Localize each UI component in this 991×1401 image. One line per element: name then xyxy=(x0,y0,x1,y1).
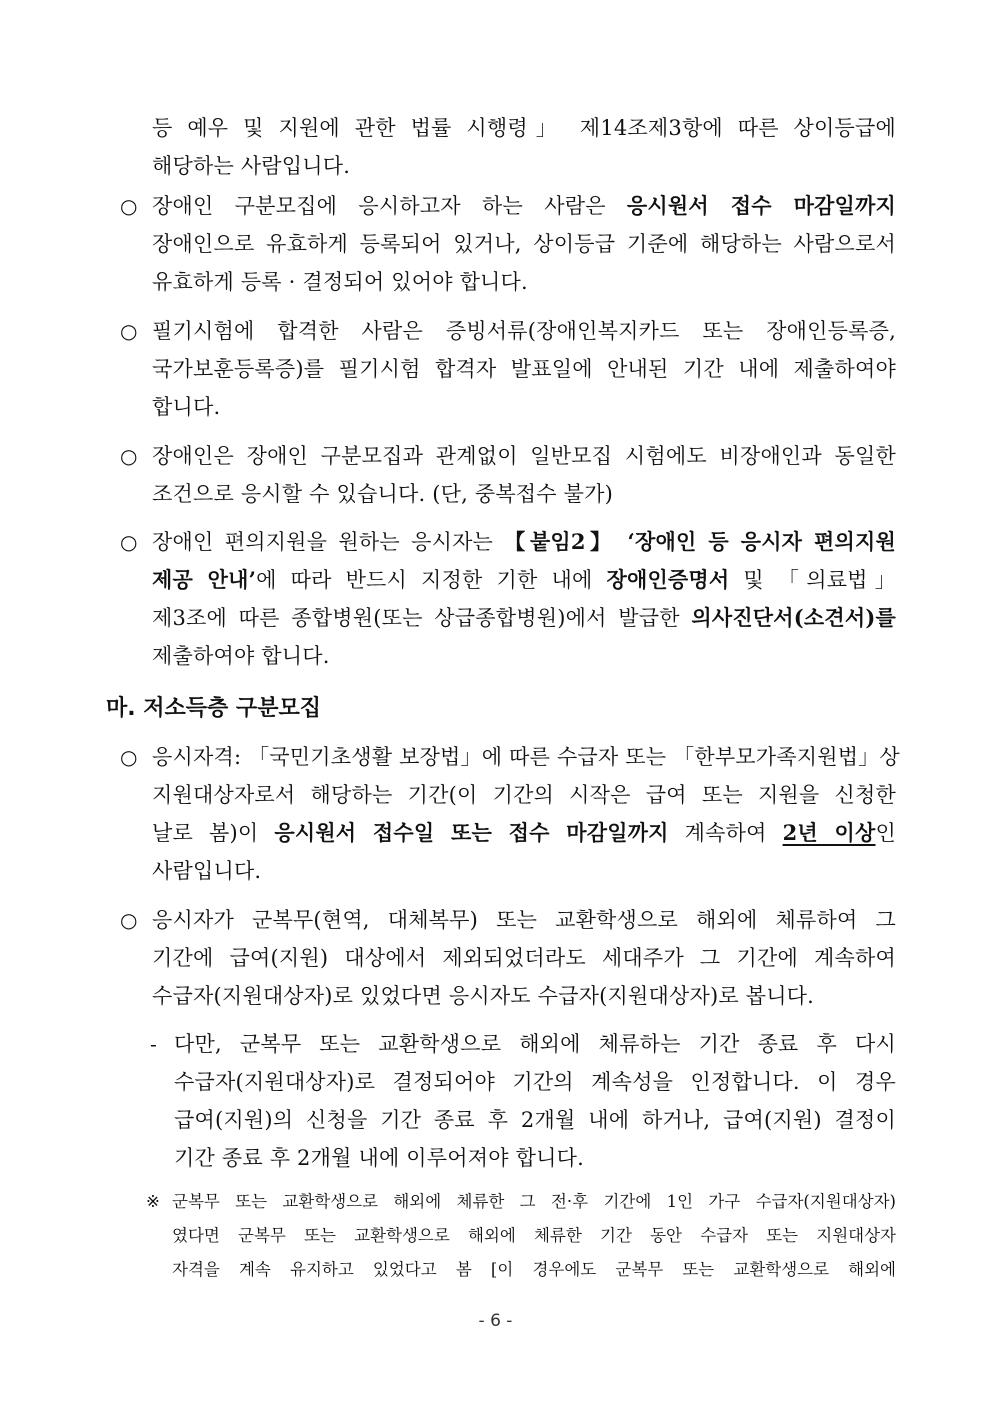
sub1-line-2: 수급자(지원대상자)로 결정되어야 기간의 계속성을 인정합니다. 이 경우 xyxy=(174,1070,896,1094)
p4-line-4: 제출하여야 합니다. xyxy=(152,644,330,668)
p1-bold-deadline: 응시원서 접수 마감일까지 xyxy=(626,193,897,218)
p6-line-3: 수급자(지원대상자)로 있었다면 응시자도 수급자(지원대상자)로 봅니다. xyxy=(152,984,815,1008)
p5-text: 날로 봄)이 xyxy=(152,821,275,845)
sub1-line-3: 급여(지원)의 신청을 기간 종료 후 2개월 내에 하거나, 급여(지원) 결정이 xyxy=(174,1108,896,1132)
p4-line-2 xyxy=(152,565,896,595)
p3-line-1: 장애인은 장애인 구분모집과 관계없이 일반모집 시험에도 비장애인과 동일한 xyxy=(152,444,896,468)
p6-line-1: 응시자가 군복무(현역, 대체복무) 또는 교환학생으로 해외에 체류하여 그 xyxy=(152,908,896,932)
note-line-2: 였다면 군복무 또는 교환학생으로 해외에 체류한 기간 동안 수급자 또는 지원대상자 xyxy=(172,1226,896,1245)
section-heading: 마. 저소득층 구분모집 xyxy=(106,696,321,721)
p1-line-3: 유효하게 등록 · 결정되어 있어야 합니다. xyxy=(152,270,528,294)
p4-text-4: 제3조에 따른 종합병원(또는 상급종합병원)에서 발급한 xyxy=(152,606,692,630)
p5-line-2: 지원대상자로서 해당하는 기간(이 기간의 시작은 급여 또는 지원을 신청한 xyxy=(152,783,896,807)
p5-line-1: 응시자격: 「국민기초생활 보장법」에 따른 수급자 또는 「한부모가족지원법」상 xyxy=(152,745,900,769)
p2-line-3: 합니다. xyxy=(152,395,221,419)
intro-line-1: 등 예우 및 지원에 관한 법률 시행령」 제14조제3항에 따른 상이등급에 xyxy=(152,116,896,140)
p2-line-1: 필기시험에 합격한 사람은 증빙서류(장애인복지카드 또는 장애인등록증, xyxy=(152,319,896,343)
p1-line-2: 장애인으로 유효하게 등록되어 있거나, 상이등급 기준에 해당하는 사람으로서 xyxy=(152,232,896,256)
p4-line-1 xyxy=(152,527,896,557)
p5-bold-deadline: 응시원서 접수일 또는 접수 마감일까지 xyxy=(274,820,669,845)
sub1-line-1: 다만, 군복무 또는 교환학생으로 해외에 체류하는 기간 종료 후 다시 xyxy=(174,1032,896,1056)
p4-line-3 xyxy=(152,603,896,633)
p1-line-1 xyxy=(152,191,896,221)
p4-bold-guide: 제공 안내’ xyxy=(152,567,257,592)
p6-line-2: 기간에 급여(지원) 대상에서 제외되었더라도 세대주가 그 기간에 계속하여 xyxy=(152,946,896,970)
p4-bold-attachment: 【붙임2】 ‘장애인 등 응시자 편의지원 xyxy=(504,529,896,554)
p4-bold-certificate: 장애인증명서 xyxy=(606,567,730,592)
p5-text-3: 인 xyxy=(875,821,896,845)
p3-line-2: 조건으로 응시할 수 있습니다. (단, 중복접수 불가) xyxy=(152,482,614,506)
note-line-1: 군복무 또는 교환학생으로 해외에 체류한 그 전·후 기간에 1인 가구 수급자(지원대상자) xyxy=(172,1192,896,1211)
p5-line-4: 사람입니다. xyxy=(152,859,262,883)
bullet-circle-3: ○ xyxy=(120,444,138,468)
p4-text: 장애인 편의지원을 원하는 응시자는 xyxy=(152,530,505,554)
bullet-circle-5: ○ xyxy=(120,745,138,769)
p2-line-2: 국가보훈등록증)를 필기시험 합격자 발표일에 안내된 기간 내에 제출하여야 xyxy=(152,357,896,381)
p5-line-3 xyxy=(152,818,896,848)
page-number: - 6 - xyxy=(478,1311,513,1331)
p1-text: 장애인 구분모집에 응시하고자 하는 사람은 xyxy=(152,194,627,218)
intro-line-2: 해당하는 사람입니다. xyxy=(152,154,351,178)
p4-text-3: 및 「의료법」 xyxy=(729,568,897,592)
bullet-circle-4: ○ xyxy=(120,530,138,554)
p4-text-2: 에 따라 반드시 지정한 기한 내에 xyxy=(256,568,607,592)
bullet-circle-2: ○ xyxy=(120,319,138,343)
p4-bold-diagnosis: 의사진단서(소견서)를 xyxy=(691,605,896,630)
bullet-circle-6: ○ xyxy=(120,908,138,932)
p5-text-2: 계속하여 xyxy=(668,821,783,845)
dash-mark: - xyxy=(150,1032,157,1056)
note-line-3: 자격을 계속 유지하고 있었다고 봄 [이 경우에도 군복무 또는 교환학생으로 해외에 xyxy=(172,1260,896,1279)
p5-bold-underlined-duration: 2년 이상 xyxy=(782,820,876,845)
bullet-circle-1: ○ xyxy=(120,194,138,218)
note-mark: ※ xyxy=(146,1192,160,1211)
sub1-line-4: 기간 종료 후 2개월 내에 이루어져야 합니다. xyxy=(174,1146,584,1170)
